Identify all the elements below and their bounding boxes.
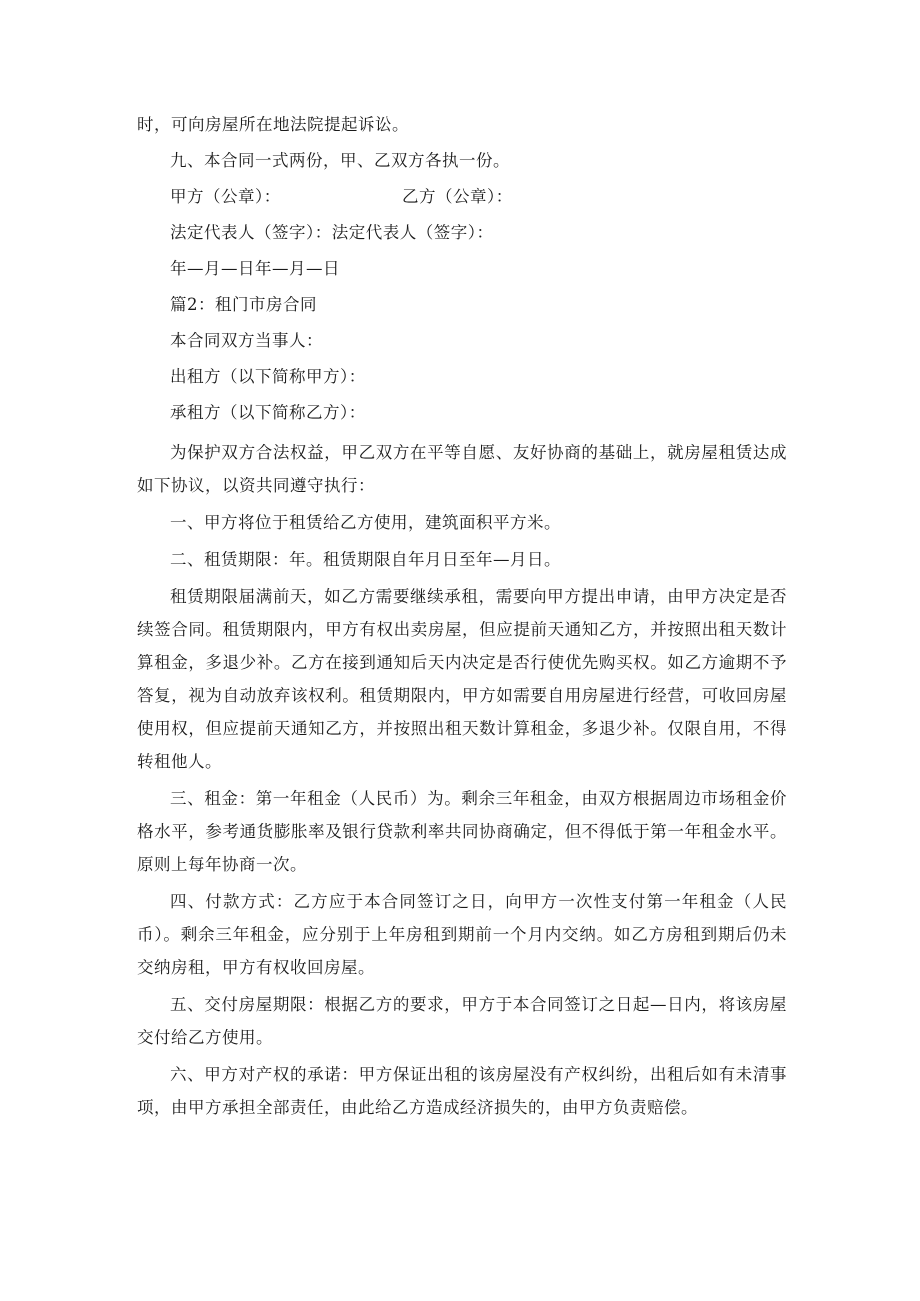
paragraph-lease-renewal: 租赁期限届满前天，如乙方需要继续承租，需要向甲方提出申请，由甲方决定是否续签合同。租赁期限内，甲方有权出卖房屋，但应提前天通知乙方，并按照出租天数计算租金，多退少补。乙方在接到通知后天内决定是否行使优先购买权。如乙方逾期不予答复，视为自动放弃该权利。租赁期限内，甲方如需要自用房屋进行经营，可收回房屋使用权，但应提前天通知乙方，并按照出租天数计算租金，多退少补。仅限自用，不得转租他人。 xyxy=(137,587,787,771)
paragraph-clause-4: 四、付款方式：乙方应于本合同签订之日，向甲方一次性支付第一年租金（人民币）。剩余三年租金，应分别于上年房租到期前一个月内交纳。如乙方房租到期后仍未交纳房租，甲方有权收回房屋。 xyxy=(137,892,787,977)
lessee-line: 承租方（以下简称乙方）： xyxy=(170,403,366,422)
paragraph-clause-5: 五、交付房屋期限：根据乙方的要求，甲方于本合同签订之日起—日内，将该房屋交付给乙方使用。 xyxy=(137,995,787,1047)
date-line: 年—月—日年—月—日 xyxy=(170,259,340,278)
party-a-seal-label: 甲方（公章）： xyxy=(170,187,281,206)
party-b-seal-label: 乙方（公章）： xyxy=(402,187,513,206)
paragraph-preamble: 为保护双方合法权益，甲乙双方在平等自愿、友好协商的基础上，就房屋租赁达成如下协议，以资共同遵守执行： xyxy=(137,443,787,495)
parties-heading: 本合同双方当事人： xyxy=(170,331,323,350)
paragraph-clause-3: 三、租金：第一年租金（人民币）为。剩余三年租金，由双方根据周边市场租金价格水平，参考通货膨胀率及银行贷款利率共同协商确定，但不得低于第一年租金水平。原则上每年协商一次。 xyxy=(137,789,787,874)
paragraph-clause-1: 一、甲方将位于租赁给乙方使用，建筑面积平方米。 xyxy=(170,513,561,532)
seal-row xyxy=(137,184,787,210)
section-title: 篇2：租门市房合同 xyxy=(170,295,317,314)
document-body xyxy=(137,112,787,1128)
paragraph-clause-6: 六、甲方对产权的承诺：甲方保证出租的该房屋没有产权纠纷，出租后如有未清事项，由甲方承担全部责任，由此给乙方造成经济损失的，由甲方负责赔偿。 xyxy=(137,1065,787,1117)
lessor-line: 出租方（以下简称甲方）： xyxy=(170,367,366,386)
paragraph-clause-2: 二、租赁期限：年。租赁期限自年月日至年—月日。 xyxy=(170,550,561,569)
paragraph-lawsuit-tail: 时，可向房屋所在地法院提起诉讼。 xyxy=(137,115,409,134)
legal-representative-line: 法定代表人（签字）：法定代表人（签字）： xyxy=(170,223,494,242)
paragraph-clause-9: 九、本合同一式两份，甲、乙双方各执一份。 xyxy=(170,151,510,170)
